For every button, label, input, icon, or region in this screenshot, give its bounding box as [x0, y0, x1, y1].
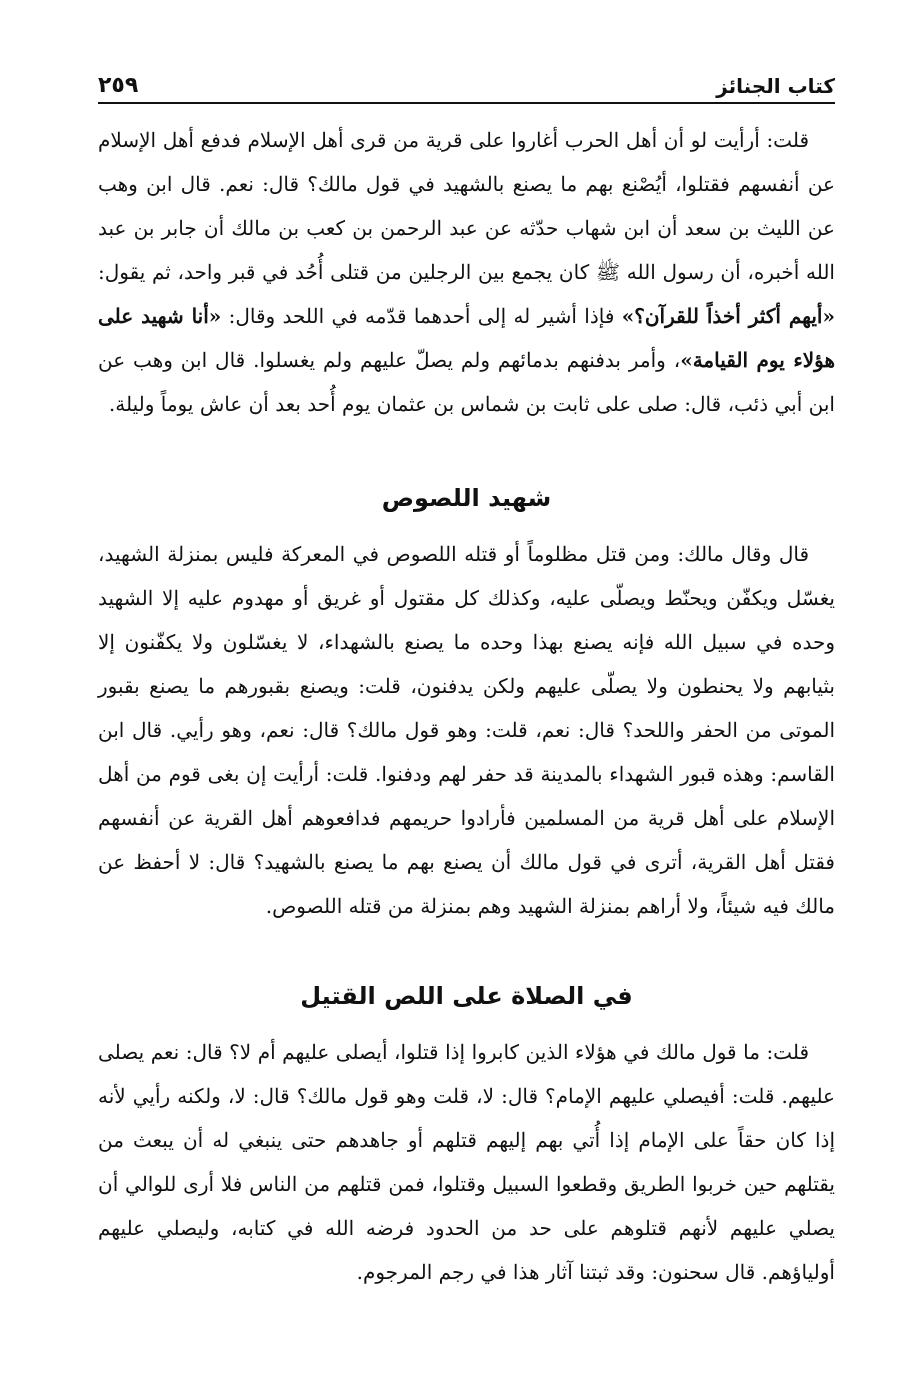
- heading-prayer-over-killed-thief: في الصلاة على اللص القتيل: [300, 982, 633, 1010]
- text-run: قلت: أرأيت لو أن أهل الحرب أغاروا على قرية من قرى أهل الإسلام فدفع أهل الإسلام عن أنفسهم فقتلوا، أيُصْنع بهم ما يصنع بالشهيد في قول مالك؟ قال: نعم. قال ابن وهب عن الليث بن سعد أن ابن شهاب حدّثه عن عبد الرحمن بن كعب بن مالك أن جابر بن عبد الله أخبره، أن رسول الله ﷺ كان يجمع بين الرجلين من قتلى أُحُد في قبر واحد، ثم يقول:: [98, 128, 835, 284]
- heading-martyr-of-thieves: شهيد اللصوص: [381, 484, 552, 512]
- text-run: ، وأمر بدفنهم بدمائهم ولم يصلّ عليهم ولم يغسلوا. قال ابن وهب عن ابن أبي ذئب، قال: صلى على ثابت بن شماس بن عثمان يوم أُحد بعد أن عاش يوماً وليلة.: [98, 348, 835, 416]
- paragraph-martyrs-of-war: [98, 118, 835, 426]
- running-title: كتاب الجنائز: [716, 74, 835, 98]
- paragraph-prayer-over-killed-thief: قلت: ما قول مالك في هؤلاء الذين كابروا إذا قتلوا، أيصلى عليهم أم لا؟ قال: نعم يصلى عليهم. قلت: أفيصلي عليهم الإمام؟ قال: لا، قلت وهو قول مالك؟ قال: لا، ولكنه رأيي لأنه إذا كان حقاً على الإمام إذا أُتي بهم إليهم قتلهم أو جاهدهم حتى ينبغي له أن يبعث من يقتلهم حين خربوا الطريق وقطعوا السبيل وقتلوا، فمن قتلهم من الناس فلا أرى للوالي أن يصلي عليهم لأنهم قتلوهم على حد من الحدود فرضه الله في كتابه، وليصلي عليهم أولياؤهم. قال سحنون: وقد ثبتنا آثار هذا في رجم المرجوم.: [98, 1040, 835, 1284]
- page-number: ٢٥٩: [98, 73, 139, 98]
- text-run: فإذا أشير له إلى أحدهما قدّمه في اللحد وقال:: [221, 304, 622, 328]
- paragraph-martyr-of-thieves: قال وقال مالك: ومن قتل مظلوماً أو قتله اللصوص في المعركة فليس بمنزلة الشهيد، يغسّل ويكفّن ويحنّط ويصلّى عليه، وكذلك كل مقتول أو غريق أو مهدوم عليه إلا الشهيد وحده في سبيل الله فإنه يصنع بهذا وحده ما يصنع بالشهداء، لا يغسّلون ولا يكفّنون إلا بثيابهم ولا يحنطون ولا يصلّى عليهم ولكن يدفنون، قلت: ويصنع بقبورهم ما يصنع بقبور الموتى من الحفر واللحد؟ قال: نعم، قلت: وهو قول مالك؟ قال: نعم، وهو رأيي. قال ابن القاسم: وهذه قبور الشهداء بالمدينة قد حفر لهم ودفنوا. قلت: أرأيت إن بغى قوم من أهل الإسلام على أهل قرية من المسلمين فأرادوا حريمهم فدافعوهم أهل القرية عن أنفسهم فقتل أهل القرية، أترى في قول مالك أن يصنع بهم ما يصنع بالشهيد؟ قال: لا أحفظ عن مالك فيه شيئاً، ولا أراهم بمنزلة الشهيد وهم بمنزلة من قتله اللصوص.: [98, 542, 835, 918]
- page-header: [98, 62, 835, 104]
- hadith-quote: «أيهم أكثر أخذاً للقرآن؟»: [621, 304, 835, 328]
- page-content: [98, 118, 835, 1294]
- hadith-quote: «أنا شهيد على هؤلاء يوم القيامة»: [98, 304, 836, 372]
